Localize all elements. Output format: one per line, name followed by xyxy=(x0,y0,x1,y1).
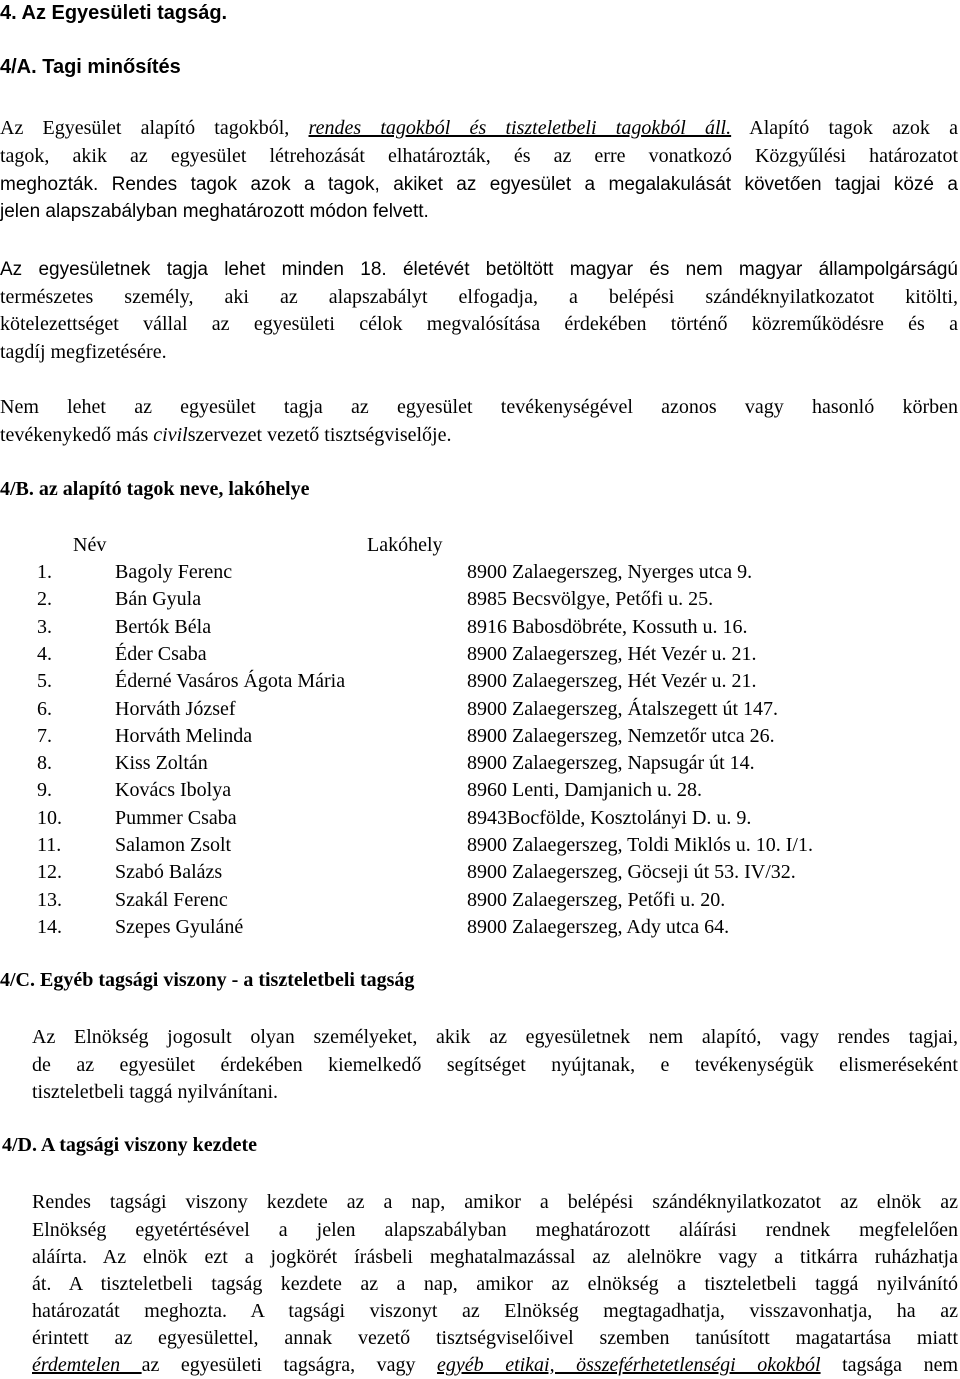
p3-line-1: Nem lehet az egyesület tagja az egyesület tevékenységével azonos vagy hasonló körben xyxy=(0,396,958,418)
heading-4d: 4/D. A tagsági viszony kezdete xyxy=(2,1134,257,1156)
heading-4b: 4/B. az alapító tagok neve, lakóhelye xyxy=(0,478,310,500)
member-name: Horváth Melinda xyxy=(115,725,253,747)
row-number: 1. xyxy=(37,561,52,583)
table-header-residence: Lakóhely xyxy=(367,534,443,556)
row-number: 4. xyxy=(37,643,52,665)
row-number: 11. xyxy=(37,834,62,856)
p5-line-2: Elnökség egyetértésével a jelen alapszabályban meghatározott aláírási rendnek megfelelően xyxy=(32,1219,958,1241)
p2-line-1: Az egyesületnek tagja lehet minden 18. életévét betöltött magyar és nem magyar állampolgárságú xyxy=(0,259,958,280)
heading-4a: 4/A. Tagi minősítés xyxy=(0,56,181,78)
row-number: 13. xyxy=(37,889,62,911)
p5-line-1: Rendes tagsági viszony kezdete az a nap, amikor a belépési szándéknyilatkozatot az elnök az xyxy=(32,1191,958,1213)
heading-section-4: 4. Az Egyesületi tagság. xyxy=(0,2,228,24)
p5-line-7: érdemtelen az egyesületi tagságra, vagy egyéb etikai, összeférhetetlenségi okokból tagsága nem xyxy=(32,1354,958,1376)
member-residence: 8943Bocfölde, Kosztolányi D. u. 9. xyxy=(467,807,752,829)
p1-line-3: meghozták. Rendes tagok azok a tagok, akiket az egyesület a megalakulását követően tagjai közé a xyxy=(0,174,958,195)
member-name: Szabó Balázs xyxy=(115,861,223,883)
row-number: 5. xyxy=(37,670,52,692)
member-residence: 8900 Zalaegerszeg, Nemzetőr utca 26. xyxy=(467,725,775,747)
member-name: Bertók Béla xyxy=(115,616,212,638)
underlined-unworthy: érdemtelen xyxy=(32,1354,142,1376)
member-residence: 8900 Zalaegerszeg, Napsugár út 14. xyxy=(467,752,755,774)
p1-line-1: Az Egyesület alapító tagokból, rendes tagokból és tiszteletbeli tagokból áll. Alapító tagok azok a xyxy=(0,117,958,139)
member-name: Salamon Zsolt xyxy=(115,834,232,856)
italic-civil: civil xyxy=(153,424,188,446)
p4-line-2: de az egyesület érdekében kiemelkedő segítséget nyújtanak, e tevékenységük elismeréseként xyxy=(32,1054,958,1076)
member-name: Pummer Csaba xyxy=(115,807,237,829)
member-residence: 8900 Zalaegerszeg, Petőfi u. 20. xyxy=(467,889,726,911)
p5-line-5: határozatát meghozta. A tagsági viszonyt az Elnökség megtagadhatja, visszavonhatja, ha az xyxy=(32,1300,958,1322)
member-name: Éderné Vasáros Ágota Mária xyxy=(115,670,346,692)
underlined-member-types: rendes tagokból és tiszteletbeli tagokból áll. xyxy=(308,117,732,139)
p5-line-4: át. A tiszteletbeli tagság kezdete az a nap, amikor az elnökség a tiszteletbeli taggá nyilvánító xyxy=(32,1273,958,1295)
row-number: 2. xyxy=(37,588,52,610)
table-header-name: Név xyxy=(73,534,107,556)
row-number: 8. xyxy=(37,752,52,774)
p5-line-6: érintett az egyesülettel, annak vezető tisztségviselőivel szemben tanúsított magatartása miatt xyxy=(32,1327,958,1349)
member-name: Horváth József xyxy=(115,698,236,720)
member-residence: 8916 Babosdöbréte, Kossuth u. 16. xyxy=(467,616,748,638)
p2-line-4: tagdíj megfizetésére. xyxy=(0,341,167,363)
member-name: Kovács Ibolya xyxy=(115,779,232,801)
p2-line-2: természetes személy, aki az alapszabályt elfogadja, a belépési szándéknyilatkozatot kitölti, xyxy=(0,286,958,308)
p2-line-3: kötelezettséget vállal az egyesületi célok megvalósítása érdekében történő közreműködésre és a xyxy=(0,313,958,335)
member-name: Bagoly Ferenc xyxy=(115,561,233,583)
member-name: Bán Gyula xyxy=(115,588,202,610)
row-number: 10. xyxy=(37,807,62,829)
member-name: Szepes Gyuláné xyxy=(115,916,244,938)
row-number: 6. xyxy=(37,698,52,720)
member-residence: 8900 Zalaegerszeg, Göcseji út 53. IV/32. xyxy=(467,861,796,883)
row-number: 7. xyxy=(37,725,52,747)
member-name: Szakál Ferenc xyxy=(115,889,228,911)
row-number: 9. xyxy=(37,779,52,801)
member-residence: 8960 Lenti, Damjanich u. 28. xyxy=(467,779,702,801)
p4-line-1: Az Elnökség jogosult olyan személyeket, akik az egyesületnek nem alapító, vagy rendes tagjai, xyxy=(32,1026,958,1048)
member-residence: 8900 Zalaegerszeg, Hét Vezér u. 21. xyxy=(467,643,757,665)
member-name: Kiss Zoltán xyxy=(115,752,208,774)
row-number: 3. xyxy=(37,616,52,638)
member-residence: 8900 Zalaegerszeg, Nyerges utca 9. xyxy=(467,561,753,583)
p3-line-2: tevékenykedő más civilszervezet vezető tisztségviselője. xyxy=(0,424,452,446)
underlined-other-reasons: egyéb etikai, összeférhetetlenségi okokból xyxy=(437,1354,821,1376)
p5-line-3: aláírta. Az elnök ezt a jogkörét írásbeli meghatalmazással az alelnökre vagy a titkárra ruházhatja xyxy=(32,1246,958,1268)
p1-line-4: jelen alapszabályban meghatározott módon felvett. xyxy=(0,201,429,222)
member-name: Éder Csaba xyxy=(115,643,207,665)
member-residence: 8985 Becsvölgye, Petőfi u. 25. xyxy=(467,588,714,610)
row-number: 14. xyxy=(37,916,62,938)
member-residence: 8900 Zalaegerszeg, Ady utca 64. xyxy=(467,916,730,938)
p4-line-3: tiszteletbeli taggá nyilvánítani. xyxy=(32,1081,279,1103)
member-residence: 8900 Zalaegerszeg, Átalszegett út 147. xyxy=(467,698,778,720)
heading-4c: 4/C. Egyéb tagsági viszony - a tiszteletbeli tagság xyxy=(0,969,415,991)
p1-line-2: tagok, akik az egyesület létrehozását elhatározták, és az erre vonatkozó Közgyűlési határozatot xyxy=(0,145,958,167)
row-number: 12. xyxy=(37,861,62,883)
member-residence: 8900 Zalaegerszeg, Toldi Miklós u. 10. I/1. xyxy=(467,834,813,856)
member-residence: 8900 Zalaegerszeg, Hét Vezér u. 21. xyxy=(467,670,757,692)
